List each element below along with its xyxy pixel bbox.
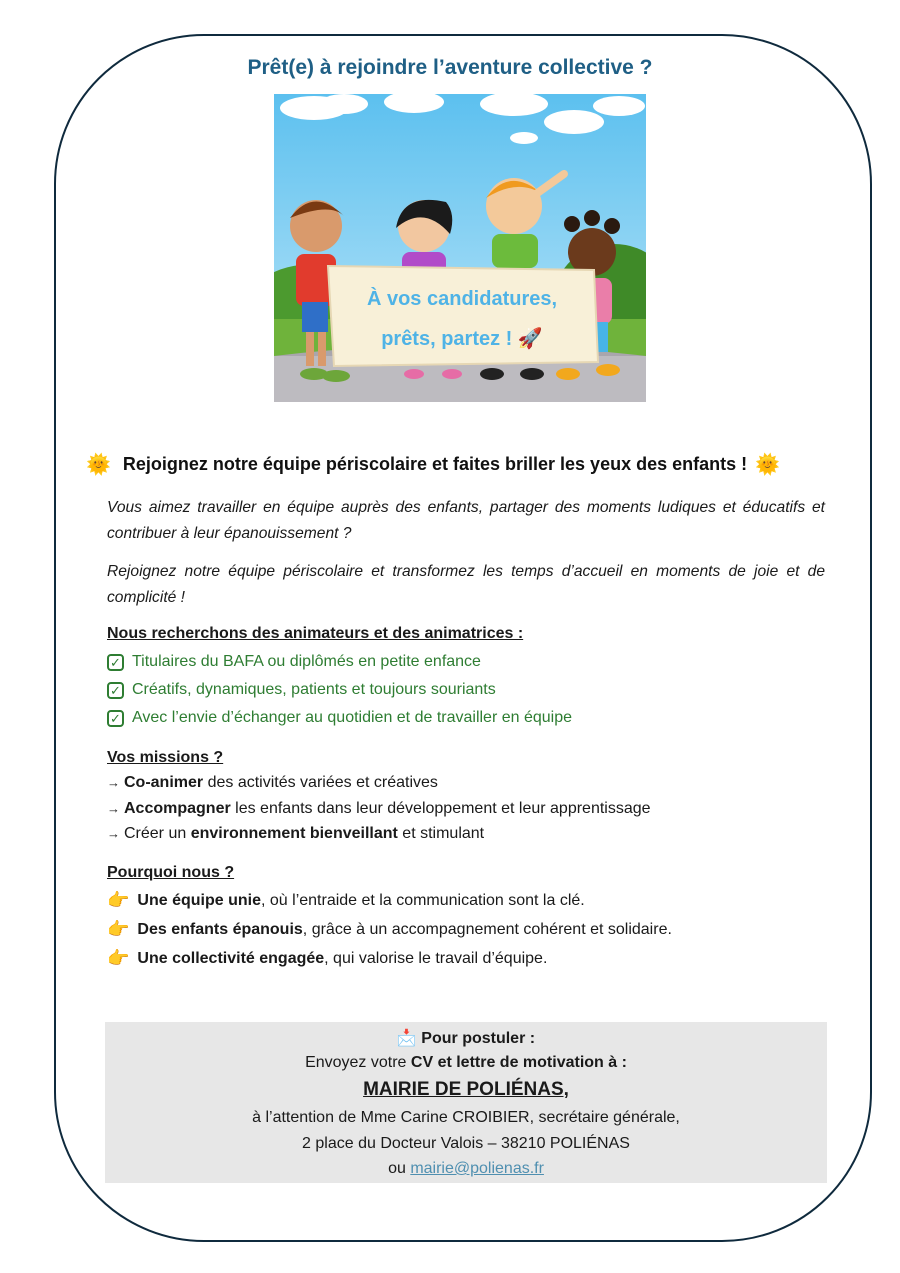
apply-address: 2 place du Docteur Valois – 38210 POLIÉNAS	[302, 1135, 630, 1152]
check-item	[107, 681, 496, 699]
checkbox-checked-icon: ✓	[107, 654, 124, 671]
banner-line-1: À vos candidatures,	[366, 288, 558, 310]
mission-item: → Accompagner les enfants dans leur développement et leur apprentissage	[107, 800, 651, 817]
children-banner-illustration	[274, 94, 646, 402]
arrow-right-icon: →	[107, 826, 120, 841]
checkbox-checked-icon: ✓	[107, 710, 124, 727]
banner-line-2: prêts, partez ! 🚀	[381, 328, 543, 350]
why-item: 👉 Une équipe unie, où l’entraide et la communication sont la clé.	[107, 890, 585, 910]
check-item	[107, 709, 572, 727]
pointing-finger-icon: 👉	[107, 890, 130, 910]
application-box	[105, 1022, 827, 1183]
intro-paragraph-2: Rejoignez notre équipe périscolaire et transformez les temps d’accueil en moments de joie et de complicité !	[107, 563, 825, 606]
arrow-right-icon: →	[107, 775, 120, 790]
arrow-right-icon: →	[107, 801, 120, 816]
check-item	[107, 653, 481, 671]
hero-illustration	[274, 94, 646, 402]
search-heading: Nous recherchons des animateurs et des animatrices :	[107, 625, 524, 642]
why-item: 👉 Des enfants épanouis, grâce à un accompagnement cohérent et solidaire.	[107, 919, 672, 939]
check-item-label: Avec l’envie d’échanger au quotidien et de travailler en équipe	[132, 709, 573, 726]
headline-text: Rejoignez notre équipe périscolaire et faites briller les yeux des enfants !	[122, 454, 748, 474]
checkbox-checked-icon: ✓	[107, 682, 124, 699]
mission-item: → Co-animer des activités variées et créatives	[107, 774, 438, 791]
sun-icon: 🌞	[86, 453, 111, 476]
apply-email-line: ou mairie@polienas.fr	[388, 1160, 544, 1177]
envelope-icon: 📩	[396, 1030, 417, 1047]
check-item-label: Titulaires du BAFA ou diplômés en petite enfance	[132, 653, 481, 670]
why-heading: Pourquoi nous ?	[107, 864, 235, 881]
sun-icon: 🌞	[755, 453, 781, 476]
apply-attention: à l’attention de Mme Carine CROIBIER, secrétaire générale,	[252, 1109, 680, 1126]
mission-item: → Créer un environnement bienveillant et stimulant	[107, 825, 485, 842]
pointing-finger-icon: 👉	[107, 919, 130, 939]
mairie-name: MAIRIE DE POLIÉNAS,	[363, 1079, 569, 1100]
check-item-label: Créatifs, dynamiques, patients et toujours souriants	[132, 681, 496, 698]
page-title: Prêt(e) à rejoindre l’aventure collective ?	[247, 56, 653, 79]
apply-heading: 📩 Pour postuler :	[396, 1030, 536, 1047]
intro-paragraph-1: Vous aimez travailler en équipe auprès des enfants, partager des moments ludiques et éducatifs et contribuer à leur épanouissement ?	[107, 499, 825, 542]
why-item: 👉 Une collectivité engagée, qui valorise le travail d’équipe.	[107, 948, 548, 968]
pointing-finger-icon: 👉	[107, 948, 130, 968]
apply-send-line: Envoyez votre CV et lettre de motivation à :	[305, 1054, 627, 1071]
email-link[interactable]: mairie@polienas.fr	[410, 1160, 544, 1177]
missions-heading: Vos missions ?	[107, 749, 224, 766]
headline	[86, 454, 846, 475]
